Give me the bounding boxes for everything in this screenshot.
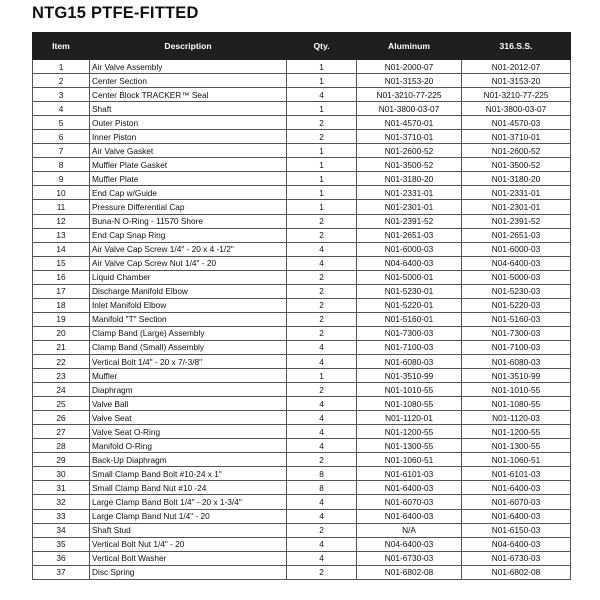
cell-aluminum: N01-5000-01 xyxy=(357,270,462,284)
table-row xyxy=(33,467,571,481)
cell-description: Outer Piston xyxy=(90,116,287,130)
table-row xyxy=(33,214,571,228)
cell-item: 30 xyxy=(33,467,90,481)
cell-item: 23 xyxy=(33,369,90,383)
cell-item: 33 xyxy=(33,509,90,523)
cell-316ss: N01-2651-03 xyxy=(462,228,571,242)
cell-316ss: N01-1120-03 xyxy=(462,411,571,425)
cell-description: Muffler Plate xyxy=(90,172,287,186)
table-row xyxy=(33,270,571,284)
cell-aluminum: N01-6400-03 xyxy=(357,481,462,495)
cell-qty: 1 xyxy=(287,172,357,186)
table-row xyxy=(33,551,571,565)
table-row xyxy=(33,284,571,298)
cell-aluminum: N01-2301-01 xyxy=(357,200,462,214)
cell-qty: 2 xyxy=(287,312,357,326)
cell-item: 32 xyxy=(33,495,90,509)
cell-item: 4 xyxy=(33,102,90,116)
cell-316ss: N01-2012-07 xyxy=(462,60,571,74)
cell-aluminum: N01-1300-55 xyxy=(357,439,462,453)
cell-qty: 2 xyxy=(287,565,357,579)
cell-description: Air Valve Gasket xyxy=(90,144,287,158)
cell-description: Vertical Bolt Washer xyxy=(90,551,287,565)
cell-316ss: N04-6400-03 xyxy=(462,537,571,551)
cell-description: Buna-N O-Ring - 11570 Shore xyxy=(90,214,287,228)
cell-aluminum: N01-6802-08 xyxy=(357,565,462,579)
table-row xyxy=(33,172,571,186)
cell-316ss: N01-6802-08 xyxy=(462,565,571,579)
cell-qty: 1 xyxy=(287,158,357,172)
cell-aluminum: N01-6070-03 xyxy=(357,495,462,509)
table-row xyxy=(33,397,571,411)
cell-item: 7 xyxy=(33,144,90,158)
cell-qty: 2 xyxy=(287,214,357,228)
cell-aluminum: N01-1200-55 xyxy=(357,425,462,439)
table-row xyxy=(33,88,571,102)
cell-316ss: N01-3210-77-225 xyxy=(462,88,571,102)
cell-316ss: N01-4570-03 xyxy=(462,116,571,130)
header-aluminum: Aluminum xyxy=(357,33,462,60)
cell-aluminum: N01-3710-01 xyxy=(357,130,462,144)
cell-aluminum: N01-3153-20 xyxy=(357,74,462,88)
cell-aluminum: N01-3180-20 xyxy=(357,172,462,186)
cell-qty: 4 xyxy=(287,256,357,270)
cell-316ss: N01-6150-03 xyxy=(462,523,571,537)
cell-aluminum: N01-3510-99 xyxy=(357,369,462,383)
cell-316ss: N04-6400-03 xyxy=(462,256,571,270)
cell-item: 21 xyxy=(33,340,90,354)
table-row xyxy=(33,481,571,495)
cell-qty: 2 xyxy=(287,383,357,397)
header-row xyxy=(33,33,571,60)
cell-aluminum: N01-2600-52 xyxy=(357,144,462,158)
cell-item: 1 xyxy=(33,60,90,74)
header-description: Description xyxy=(90,33,287,60)
cell-aluminum: N01-5160-01 xyxy=(357,312,462,326)
cell-aluminum: N01-1120-01 xyxy=(357,411,462,425)
table-row xyxy=(33,74,571,88)
cell-description: Vertical Bolt Nut 1/4" - 20 xyxy=(90,537,287,551)
cell-item: 17 xyxy=(33,284,90,298)
cell-316ss: N01-2301-01 xyxy=(462,200,571,214)
cell-item: 22 xyxy=(33,354,90,368)
cell-item: 8 xyxy=(33,158,90,172)
cell-item: 11 xyxy=(33,200,90,214)
cell-item: 13 xyxy=(33,228,90,242)
cell-qty: 4 xyxy=(287,340,357,354)
cell-qty: 4 xyxy=(287,411,357,425)
table-row xyxy=(33,256,571,270)
cell-description: Inner Piston xyxy=(90,130,287,144)
cell-qty: 2 xyxy=(287,130,357,144)
cell-316ss: N01-6400-03 xyxy=(462,481,571,495)
cell-qty: 4 xyxy=(287,397,357,411)
table-row xyxy=(33,565,571,579)
cell-description: Shaft xyxy=(90,102,287,116)
cell-qty: 1 xyxy=(287,60,357,74)
cell-item: 12 xyxy=(33,214,90,228)
table-row xyxy=(33,326,571,340)
cell-item: 18 xyxy=(33,298,90,312)
cell-description: Small Clamp Band Bolt #10-24 x 1" xyxy=(90,467,287,481)
table-row xyxy=(33,130,571,144)
cell-qty: 2 xyxy=(287,326,357,340)
cell-description: Manifold O-Ring xyxy=(90,439,287,453)
table-row xyxy=(33,242,571,256)
cell-qty: 8 xyxy=(287,481,357,495)
cell-316ss: N01-1200-55 xyxy=(462,425,571,439)
cell-aluminum: N01-4570-01 xyxy=(357,116,462,130)
cell-qty: 1 xyxy=(287,369,357,383)
cell-item: 16 xyxy=(33,270,90,284)
cell-aluminum: N01-6730-03 xyxy=(357,551,462,565)
cell-316ss: N01-3153-20 xyxy=(462,74,571,88)
table-row xyxy=(33,523,571,537)
cell-316ss: N01-6101-03 xyxy=(462,467,571,481)
cell-description: Back-Up Diaphragm xyxy=(90,453,287,467)
cell-qty: 4 xyxy=(287,425,357,439)
cell-description: Large Clamp Band Bolt 1/4" - 20 x 1-3/4" xyxy=(90,495,287,509)
page-title: NTG15 PTFE-FITTED xyxy=(32,4,199,22)
cell-description: Valve Seat O-Ring xyxy=(90,425,287,439)
cell-316ss: N01-3710-01 xyxy=(462,130,571,144)
cell-qty: 4 xyxy=(287,537,357,551)
cell-aluminum: N01-6000-03 xyxy=(357,242,462,256)
cell-qty: 2 xyxy=(287,228,357,242)
cell-316ss: N01-6080-03 xyxy=(462,354,571,368)
cell-qty: 2 xyxy=(287,116,357,130)
cell-item: 29 xyxy=(33,453,90,467)
table-row xyxy=(33,425,571,439)
cell-description: Air Valve Cap Screw 1/4" - 20 x 4 -1/2" xyxy=(90,242,287,256)
table-row xyxy=(33,453,571,467)
cell-description: Center Section xyxy=(90,74,287,88)
cell-item: 28 xyxy=(33,439,90,453)
cell-item: 14 xyxy=(33,242,90,256)
cell-qty: 1 xyxy=(287,200,357,214)
cell-aluminum: N01-1060-51 xyxy=(357,453,462,467)
table-row xyxy=(33,340,571,354)
cell-item: 25 xyxy=(33,397,90,411)
cell-description: Valve Ball xyxy=(90,397,287,411)
table-row xyxy=(33,537,571,551)
cell-aluminum: N01-7300-03 xyxy=(357,326,462,340)
cell-qty: 2 xyxy=(287,453,357,467)
cell-qty: 1 xyxy=(287,186,357,200)
cell-316ss: N01-7300-03 xyxy=(462,326,571,340)
cell-316ss: N01-2331-01 xyxy=(462,186,571,200)
cell-aluminum: N01-3800-03-07 xyxy=(357,102,462,116)
table-row xyxy=(33,369,571,383)
cell-316ss: N01-2600-52 xyxy=(462,144,571,158)
cell-316ss: N01-2391-52 xyxy=(462,214,571,228)
cell-aluminum: N04-6400-03 xyxy=(357,256,462,270)
table-row xyxy=(33,354,571,368)
cell-item: 24 xyxy=(33,383,90,397)
cell-description: Center Block TRACKER™ Seal xyxy=(90,88,287,102)
cell-description: End Cap Snap Ring xyxy=(90,228,287,242)
cell-description: Muffler xyxy=(90,369,287,383)
table-row xyxy=(33,186,571,200)
cell-aluminum: N01-2000-07 xyxy=(357,60,462,74)
cell-description: Liquid Chamber xyxy=(90,270,287,284)
cell-description: Diaphragm xyxy=(90,383,287,397)
table-body xyxy=(33,60,571,580)
cell-aluminum: N01-5220-01 xyxy=(357,298,462,312)
table-row xyxy=(33,411,571,425)
cell-aluminum: N01-2331-01 xyxy=(357,186,462,200)
cell-item: 34 xyxy=(33,523,90,537)
table-row xyxy=(33,495,571,509)
cell-qty: 4 xyxy=(287,242,357,256)
cell-316ss: N01-6400-03 xyxy=(462,509,571,523)
cell-aluminum: N01-7100-03 xyxy=(357,340,462,354)
cell-qty: 1 xyxy=(287,102,357,116)
header-qty: Qty. xyxy=(287,33,357,60)
cell-description: Clamp Band (Large) Assembly xyxy=(90,326,287,340)
cell-description: End Cap w/Guide xyxy=(90,186,287,200)
cell-item: 5 xyxy=(33,116,90,130)
cell-description: Vertical Bolt 1/4" - 20 x 7/-3/8" xyxy=(90,354,287,368)
cell-316ss: N01-7100-03 xyxy=(462,340,571,354)
cell-item: 20 xyxy=(33,326,90,340)
cell-description: Large Clamp Band Nut 1/4" - 20 xyxy=(90,509,287,523)
cell-316ss: N01-3180-20 xyxy=(462,172,571,186)
table-row xyxy=(33,200,571,214)
cell-item: 2 xyxy=(33,74,90,88)
table-row xyxy=(33,509,571,523)
cell-qty: 1 xyxy=(287,144,357,158)
cell-316ss: N01-5230-03 xyxy=(462,284,571,298)
cell-qty: 4 xyxy=(287,495,357,509)
cell-316ss: N01-5000-03 xyxy=(462,270,571,284)
cell-description: Air Valve Cap Screw Nut 1/4" - 20 xyxy=(90,256,287,270)
cell-aluminum: N01-3500-52 xyxy=(357,158,462,172)
cell-aluminum: N01-3210-77-225 xyxy=(357,88,462,102)
table-header xyxy=(33,33,571,60)
table-row xyxy=(33,144,571,158)
cell-qty: 4 xyxy=(287,88,357,102)
table-row xyxy=(33,439,571,453)
cell-qty: 8 xyxy=(287,467,357,481)
cell-316ss: N01-1080-55 xyxy=(462,397,571,411)
cell-qty: 4 xyxy=(287,439,357,453)
cell-item: 3 xyxy=(33,88,90,102)
cell-item: 36 xyxy=(33,551,90,565)
cell-item: 15 xyxy=(33,256,90,270)
table-row xyxy=(33,158,571,172)
cell-item: 26 xyxy=(33,411,90,425)
cell-aluminum: N01-1080-55 xyxy=(357,397,462,411)
cell-description: Inlet Manifold Elbow xyxy=(90,298,287,312)
cell-description: Clamp Band (Small) Assembly xyxy=(90,340,287,354)
cell-316ss: N01-5220-03 xyxy=(462,298,571,312)
cell-aluminum: N04-6400-03 xyxy=(357,537,462,551)
cell-description: Discharge Manifold Elbow xyxy=(90,284,287,298)
cell-item: 31 xyxy=(33,481,90,495)
cell-aluminum: N01-1010-55 xyxy=(357,383,462,397)
cell-316ss: N01-3510-99 xyxy=(462,369,571,383)
cell-316ss: N01-1300-55 xyxy=(462,439,571,453)
cell-316ss: N01-1010-55 xyxy=(462,383,571,397)
cell-316ss: N01-3500-52 xyxy=(462,158,571,172)
cell-description: Air Valve Assembly xyxy=(90,60,287,74)
cell-316ss: N01-5160-03 xyxy=(462,312,571,326)
cell-item: 27 xyxy=(33,425,90,439)
header-item: Item xyxy=(33,33,90,60)
cell-aluminum: N/A xyxy=(357,523,462,537)
cell-qty: 1 xyxy=(287,74,357,88)
cell-aluminum: N01-6400-03 xyxy=(357,509,462,523)
cell-description: Small Clamp Band Nut #10 -24 xyxy=(90,481,287,495)
cell-description: Manifold "T" Section xyxy=(90,312,287,326)
cell-description: Valve Seat xyxy=(90,411,287,425)
table-row xyxy=(33,312,571,326)
cell-item: 9 xyxy=(33,172,90,186)
parts-table xyxy=(32,32,571,580)
table-row xyxy=(33,102,571,116)
cell-qty: 4 xyxy=(287,509,357,523)
cell-item: 37 xyxy=(33,565,90,579)
cell-aluminum: N01-5230-01 xyxy=(357,284,462,298)
cell-aluminum: N01-2651-03 xyxy=(357,228,462,242)
cell-description: Shaft Stud xyxy=(90,523,287,537)
cell-description: Disc Spring xyxy=(90,565,287,579)
cell-qty: 2 xyxy=(287,284,357,298)
cell-description: Pressure Differential Cap xyxy=(90,200,287,214)
header-316ss: 316.S.S. xyxy=(462,33,571,60)
table-row xyxy=(33,298,571,312)
cell-qty: 4 xyxy=(287,551,357,565)
cell-aluminum: N01-6080-03 xyxy=(357,354,462,368)
cell-item: 19 xyxy=(33,312,90,326)
cell-item: 10 xyxy=(33,186,90,200)
cell-qty: 4 xyxy=(287,354,357,368)
cell-316ss: N01-3800-03-07 xyxy=(462,102,571,116)
cell-qty: 2 xyxy=(287,298,357,312)
cell-qty: 2 xyxy=(287,270,357,284)
cell-qty: 2 xyxy=(287,523,357,537)
cell-item: 35 xyxy=(33,537,90,551)
cell-316ss: N01-6070-03 xyxy=(462,495,571,509)
cell-aluminum: N01-6101-03 xyxy=(357,467,462,481)
table-row xyxy=(33,383,571,397)
cell-316ss: N01-1060-51 xyxy=(462,453,571,467)
cell-aluminum: N01-2391-52 xyxy=(357,214,462,228)
cell-description: Muffler Plate Gasket xyxy=(90,158,287,172)
table-row xyxy=(33,60,571,74)
table-row xyxy=(33,116,571,130)
table-row xyxy=(33,228,571,242)
cell-316ss: N01-6730-03 xyxy=(462,551,571,565)
cell-item: 6 xyxy=(33,130,90,144)
cell-316ss: N01-6000-03 xyxy=(462,242,571,256)
